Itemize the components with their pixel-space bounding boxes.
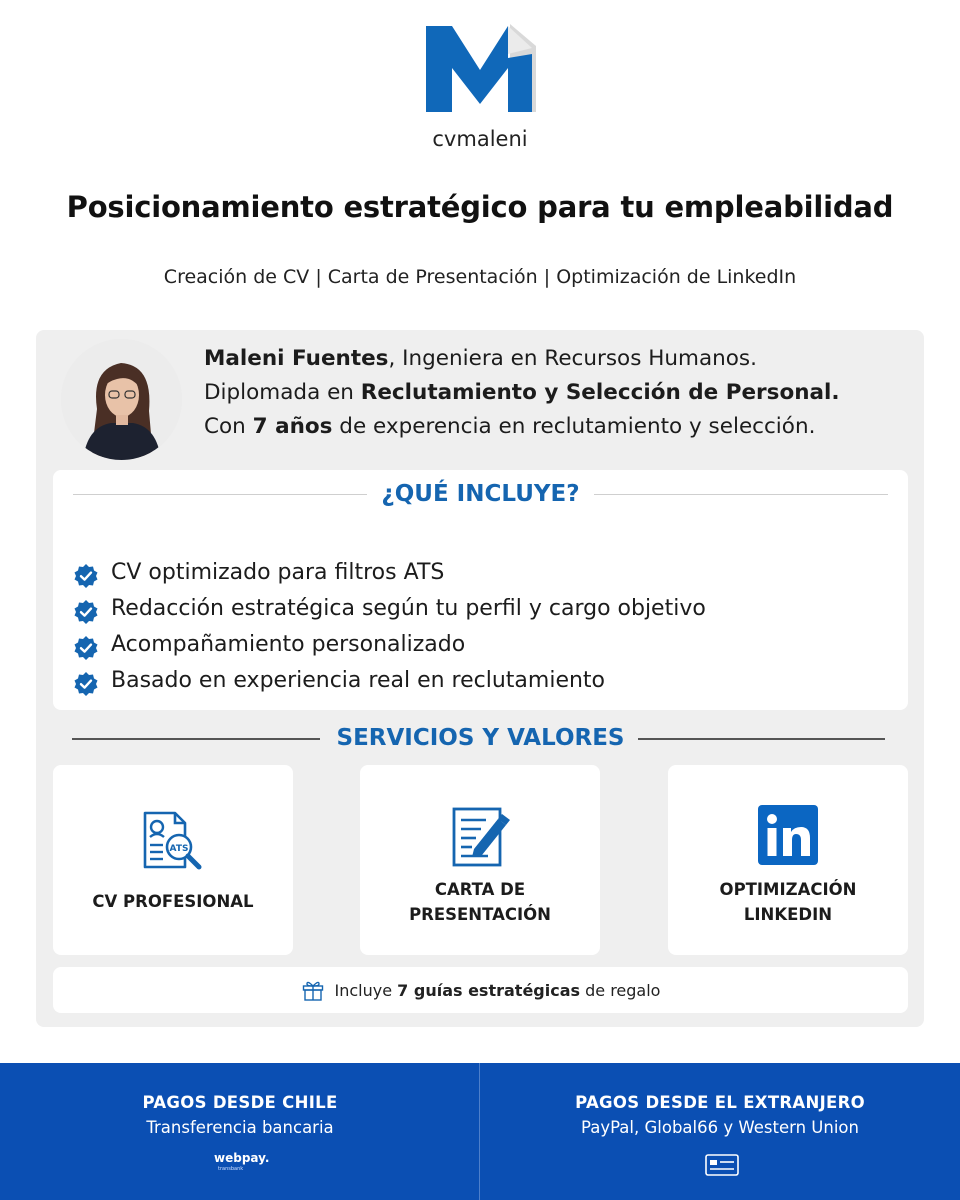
payment-footer bbox=[0, 1063, 960, 1200]
check-badge-icon bbox=[73, 635, 99, 661]
m-logo-icon bbox=[424, 24, 536, 120]
service-label: CARTA DE PRESENTACIÓN bbox=[409, 880, 551, 924]
payment-chile-subtitle: Transferencia bancaria bbox=[146, 1118, 334, 1137]
service-label: OPTIMIZACIÓN LINKEDIN bbox=[719, 880, 857, 924]
list-item: CV optimizado para filtros ATS bbox=[73, 554, 873, 590]
portrait-image bbox=[61, 339, 182, 460]
intro-name: Maleni Fuentes bbox=[204, 346, 389, 371]
service-card-linkedin[interactable] bbox=[668, 765, 908, 955]
check-badge-icon bbox=[73, 563, 99, 589]
services-heading bbox=[53, 718, 908, 758]
intro-line-1: Maleni Fuentes, Ingeniera en Recursos Humanos. bbox=[204, 346, 757, 371]
includes-card bbox=[53, 470, 908, 710]
includes-list bbox=[73, 554, 873, 698]
intro-line-2: Diplomada en Reclutamiento y Selección de Personal. bbox=[204, 380, 840, 405]
gift-icon bbox=[301, 978, 325, 1002]
webpay-logo: webpay. transbank bbox=[214, 1151, 270, 1172]
payment-chile-title: PAGOS DESDE CHILE bbox=[142, 1093, 338, 1112]
ats-cv-icon bbox=[141, 809, 205, 873]
avatar bbox=[61, 339, 182, 460]
intro-line-3: Con 7 años de experencia en reclutamiento y selección. bbox=[204, 414, 816, 439]
intro-text bbox=[204, 342, 916, 444]
includes-heading bbox=[53, 474, 908, 514]
services-title: SERVICIOS Y VALORES bbox=[323, 725, 639, 751]
includes-title: ¿QUÉ INCLUYE? bbox=[367, 481, 593, 507]
svg-text:ATS: ATS bbox=[169, 844, 189, 854]
payment-abroad-title: PAGOS DESDE EL EXTRANJERO bbox=[575, 1093, 865, 1112]
list-item: Acompañamiento personalizado bbox=[73, 626, 873, 662]
linkedin-icon bbox=[758, 805, 818, 865]
payment-abroad bbox=[480, 1063, 960, 1200]
list-item: Redacción estratégica según tu perfil y cargo objetivo bbox=[73, 590, 873, 626]
list-item: Basado en experiencia real en reclutamiento bbox=[73, 662, 873, 698]
document-pen-icon bbox=[448, 805, 512, 869]
service-label: CV PROFESIONAL bbox=[92, 892, 254, 911]
gift-banner bbox=[53, 967, 908, 1013]
page-subtitle: Creación de CV | Carta de Presentación | Optimización de LinkedIn bbox=[163, 266, 797, 288]
payment-chile bbox=[0, 1063, 480, 1200]
payment-abroad-subtitle: PayPal, Global66 y Western Union bbox=[581, 1118, 859, 1137]
service-card-cv[interactable] bbox=[53, 765, 293, 955]
check-badge-icon bbox=[73, 599, 99, 625]
credit-card-icon bbox=[705, 1154, 739, 1176]
service-card-letter[interactable] bbox=[360, 765, 600, 955]
brand-logo bbox=[0, 24, 960, 154]
gift-text: Incluye 7 guías estratégicas de regalo bbox=[334, 980, 661, 1000]
page-title: Posicionamiento estratégico para tu empleabilidad bbox=[66, 190, 894, 224]
check-badge-icon bbox=[73, 671, 99, 697]
brand-name: cvmaleni bbox=[432, 127, 528, 151]
